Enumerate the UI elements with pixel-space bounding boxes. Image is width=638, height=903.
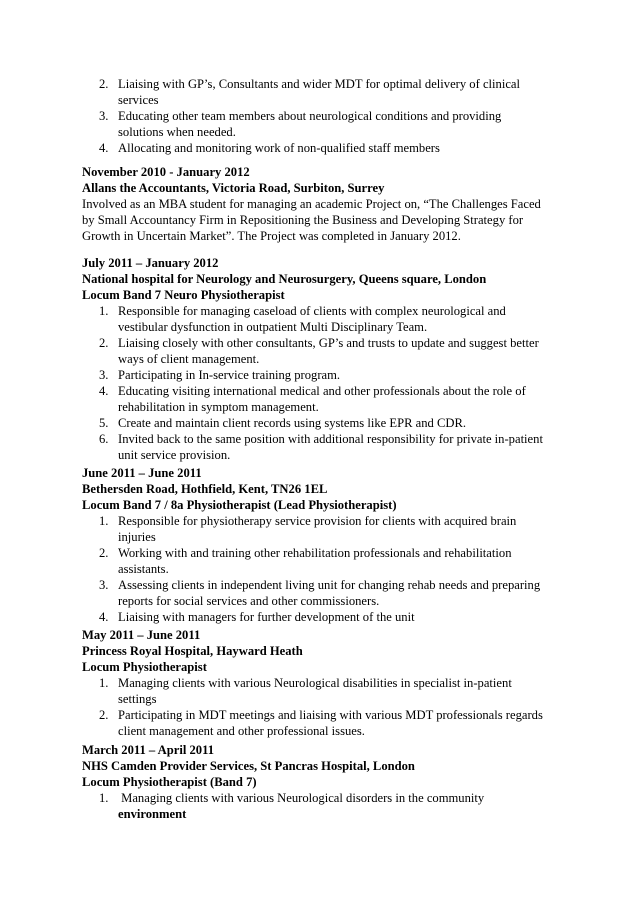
list-line: unit service provision.	[118, 448, 231, 462]
list-line: Create and maintain client records using systems like EPR and CDR.	[118, 416, 467, 430]
list-line: Liaising with managers for further development of the unit	[118, 610, 415, 624]
list-item	[82, 415, 552, 431]
list-line: Managing clients with various Neurological disorders in the community	[118, 791, 485, 805]
list-item	[82, 609, 552, 625]
entry-organisation: Allans the Accountants, Victoria Road, Surbiton, Surrey	[82, 181, 385, 195]
list-line: Participating in In-service training program.	[118, 368, 341, 382]
list-line: solutions when needed.	[118, 125, 236, 139]
experience-entry-nhs-camden	[82, 742, 552, 822]
list-number: 1.	[99, 791, 109, 805]
list-line: Responsible for physiotherapy service provision for clients with acquired brain	[118, 514, 517, 528]
list-line: injuries	[118, 530, 156, 544]
experience-entry-bethersden	[82, 465, 552, 625]
entry-organisation: Bethersden Road, Hothfield, Kent, TN26 1EL	[82, 482, 328, 496]
list-item	[82, 577, 552, 609]
list-number: 4.	[99, 610, 109, 624]
intro-responsibility-list	[82, 76, 552, 156]
list-item	[82, 367, 552, 383]
entry-paragraph-line: by Small Accountancy Firm in Repositioning the Business and Developing Strategy for	[82, 213, 524, 227]
list-line: Assessing clients in independent living unit for changing rehab needs and preparing	[118, 578, 541, 592]
entry-organisation: NHS Camden Provider Services, St Pancras Hospital, London	[82, 759, 415, 773]
experience-entry-allans	[82, 164, 552, 244]
list-item	[82, 675, 552, 707]
list-line: vestibular dysfunction in outpatient Multi Disciplinary Team.	[118, 320, 428, 334]
list-number: 2.	[99, 77, 109, 91]
list-number: 3.	[99, 578, 109, 592]
list-number: 2.	[99, 708, 109, 722]
list-line: Managing clients with various Neurological disabilities in specialist in-patient	[118, 676, 512, 690]
list-number: 1.	[99, 676, 109, 690]
list-line: Liaising closely with other consultants, GP’s and trusts to update and suggest better	[118, 336, 539, 350]
list-number: 4.	[99, 384, 109, 398]
entry-organisation: National hospital for Neurology and Neurosurgery, Queens square, London	[82, 272, 487, 286]
list-line: rehabilitation in symptom management.	[118, 400, 319, 414]
entry-paragraph-line: Involved as an MBA student for managing an academic Project on, “The Challenges Faced	[82, 197, 541, 211]
list-item	[82, 545, 552, 577]
entry-dates: March 2011 – April 2011	[82, 743, 215, 757]
list-line-trailing-bold: environment	[118, 807, 187, 821]
list-number: 5.	[99, 416, 109, 430]
entry-dates: June 2011 – June 2011	[82, 466, 202, 480]
list-line: assistants.	[118, 562, 169, 576]
list-item	[82, 76, 552, 108]
entry-paragraph-line: Growth in Uncertain Market”. The Project was completed in January 2012.	[82, 229, 461, 243]
list-line: Allocating and monitoring work of non-qualified staff members	[118, 141, 440, 155]
list-line: services	[118, 93, 159, 107]
list-item	[82, 513, 552, 545]
list-number: 4.	[99, 141, 109, 155]
list-item	[82, 707, 552, 739]
list-number: 2.	[99, 546, 109, 560]
list-item	[82, 303, 552, 335]
list-item	[82, 108, 552, 140]
entry-role: Locum Band 7 Neuro Physiotherapist	[82, 288, 285, 302]
entry-organisation: Princess Royal Hospital, Hayward Heath	[82, 644, 303, 658]
entry-dates: July 2011 – January 2012	[82, 256, 219, 270]
list-line: Liaising with GP’s, Consultants and wider MDT for optimal delivery of clinical	[118, 77, 521, 91]
list-line: Invited back to the same position with additional responsibility for private in-patient	[118, 432, 543, 446]
list-line: reports for social services and other commissioners.	[118, 594, 380, 608]
list-line: Responsible for managing caseload of clients with complex neurological and	[118, 304, 506, 318]
list-number: 1.	[99, 304, 109, 318]
list-item	[82, 383, 552, 415]
list-line: Working with and training other rehabilitation professionals and rehabilitation	[118, 546, 512, 560]
list-number: 6.	[99, 432, 109, 446]
experience-entry-princess-royal	[82, 627, 552, 739]
list-number: 2.	[99, 336, 109, 350]
list-number: 3.	[99, 109, 109, 123]
list-number: 1.	[99, 514, 109, 528]
list-line: Educating visiting international medical and other professionals about the role of	[118, 384, 526, 398]
entry-role: Locum Band 7 / 8a Physiotherapist (Lead Physiotherapist)	[82, 498, 397, 512]
experience-entry-national-hospital	[82, 255, 552, 463]
list-number: 3.	[99, 368, 109, 382]
entry-dates: November 2010 - January 2012	[82, 165, 250, 179]
entry-role: Locum Physiotherapist	[82, 660, 207, 674]
list-line: settings	[118, 692, 157, 706]
list-item	[82, 431, 552, 463]
list-line: Educating other team members about neurological conditions and providing	[118, 109, 502, 123]
list-line: ways of client management.	[118, 352, 260, 366]
list-line: client management and other professional issues.	[118, 724, 365, 738]
list-item	[82, 335, 552, 367]
list-item	[82, 790, 552, 822]
list-item	[82, 140, 552, 156]
entry-dates: May 2011 – June 2011	[82, 628, 201, 642]
entry-role: Locum Physiotherapist (Band 7)	[82, 775, 257, 789]
list-line: Participating in MDT meetings and liaising with various MDT professionals regards	[118, 708, 543, 722]
